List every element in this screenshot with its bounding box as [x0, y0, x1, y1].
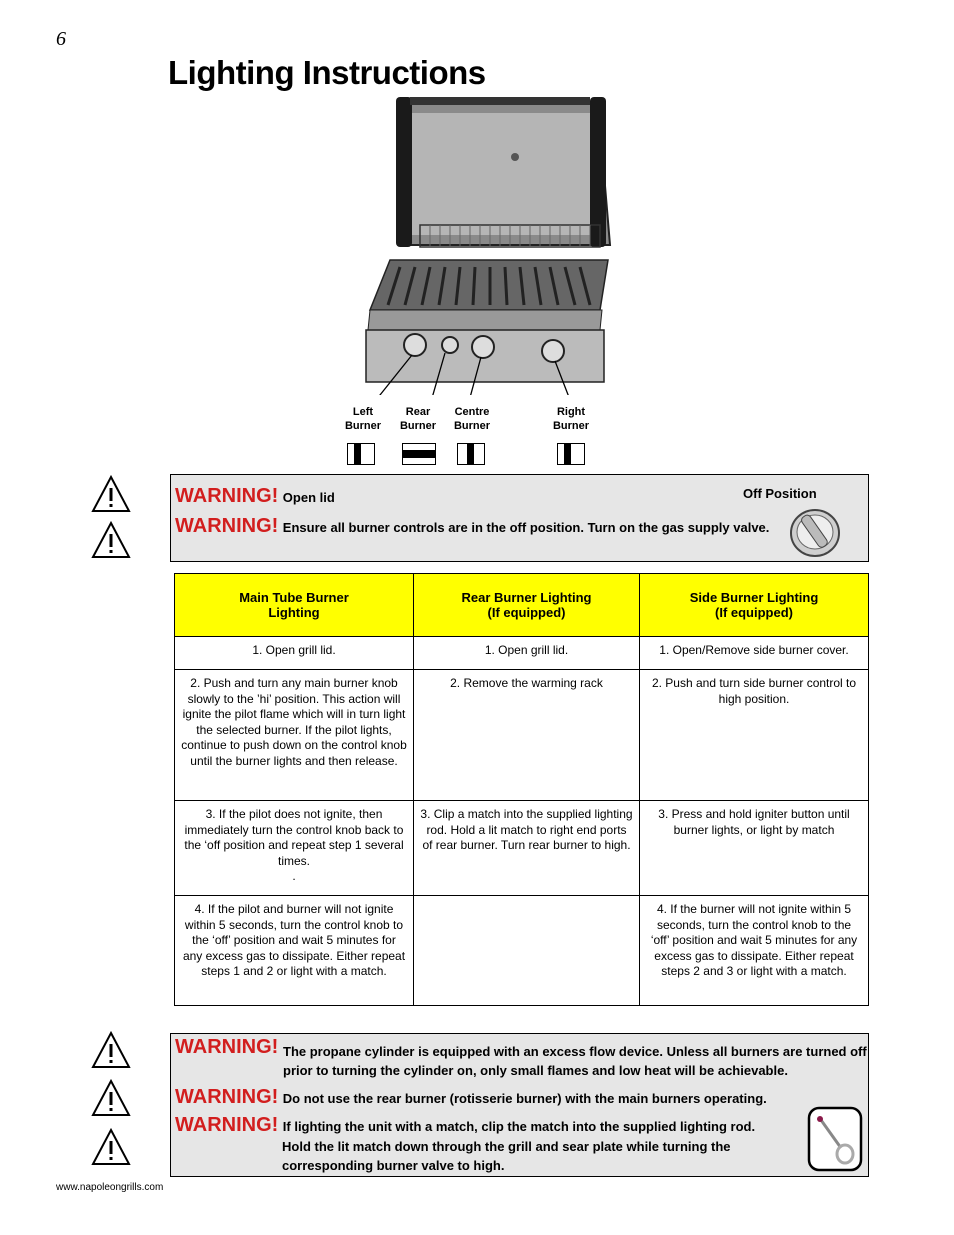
page-title: Lighting Instructions — [168, 54, 486, 91]
burner-label-rear: Rear Burner — [399, 406, 437, 432]
table-cell: 3. Clip a match into the supplied lighting rod. Hold a lit match to right end ports of rear burner. Turn rear burner to high. — [414, 801, 640, 896]
warning-triangle-icon — [91, 1127, 131, 1167]
table-cell: 4. If the pilot and burner will not ignite within 5 seconds, turn the control knob to the ‘off’ position and wait 5 minutes for any excess gas to dissipate. Either repeat steps 1 and 2 or light with a match. — [175, 896, 414, 1006]
table-cell: 3. Press and hold igniter button until burner lights, or light by match — [640, 801, 869, 896]
knob-position-icon-left — [347, 443, 375, 465]
table-header: Side Burner Lighting (If equipped) — [640, 574, 869, 637]
footer-url: www.napoleongrills.com — [56, 1182, 164, 1193]
warning-text-match-cont: Hold the lit match down through the grill and sear plate while turning the corresponding burner valve to high. — [282, 1139, 731, 1173]
grill-illustration — [340, 95, 620, 395]
table-cell: 2. Push and turn side burner control to high position. — [640, 670, 869, 801]
warning-triangle-icon — [91, 1030, 131, 1070]
warning-line-burner-controls: WARNING! Ensure all burner controls are in the off position. Turn on the gas supply valve. — [175, 515, 770, 537]
warning-line-open-lid: WARNING! Open lid — [175, 485, 335, 507]
warning-text-excess-flow: The propane cylinder is equipped with an excess flow device. Unless all burners are turned off prior to turning the cylinder on, only small flames and low heat will be achievable. — [283, 1044, 867, 1078]
warning-line-match: WARNING! If lighting the unit with a match, clip the match into the supplied lighting rod. — [175, 1114, 756, 1136]
knob-position-icon-centre — [457, 443, 485, 465]
burner-label-left: Left Burner — [344, 406, 382, 432]
table-row — [175, 637, 869, 670]
table-cell — [414, 896, 640, 1006]
table-header-row — [175, 574, 869, 637]
table-cell: 1. Open grill lid. — [414, 637, 640, 670]
knob-position-icon-right — [557, 443, 585, 465]
warning-triangle-icon — [91, 520, 131, 560]
burner-label-centre: Centre Burner — [453, 406, 491, 432]
off-position-label: Off Position — [743, 486, 817, 501]
table-cell: 2. Remove the warming rack — [414, 670, 640, 801]
table-cell: 2. Push and turn any main burner knob slowly to the ’hi’ position. This action will ignite the pilot flame which will in turn light the selected burner. If the pilot lights, continue to push down on the control knob until the burner lights and then release. — [175, 670, 414, 801]
table-row — [175, 670, 869, 801]
warning-triangle-icon — [91, 474, 131, 514]
warning-line-excess-flow: WARNING! — [175, 1036, 279, 1058]
table-cell: 4. If the burner will not ignite within 5 seconds, turn the control knob to the ‘off’ position and wait 5 minutes for any excess gas to dissipate. Either repeat steps 2 and 3 or light with a match. — [640, 896, 869, 1006]
warning-box-safety — [170, 1033, 869, 1177]
table-cell: 1. Open/Remove side burner cover. — [640, 637, 869, 670]
control-knob-icon — [787, 505, 843, 559]
lighting-rod-icon — [807, 1106, 863, 1172]
table-row — [175, 801, 869, 896]
burner-label-right: Right Burner — [552, 406, 590, 432]
table-row — [175, 896, 869, 1006]
table-cell: 3. If the pilot does not ignite, then immediately turn the control knob back to the ‘off position and repeat step 1 several times. . — [175, 801, 414, 896]
lighting-steps-table — [174, 573, 869, 1006]
page-number: 6 — [56, 28, 66, 50]
warning-triangle-icon — [91, 1078, 131, 1118]
table-header: Rear Burner Lighting (If equipped) — [414, 574, 640, 637]
table-header: Main Tube Burner Lighting — [175, 574, 414, 637]
warning-box-lid — [170, 474, 869, 562]
knob-position-icon-rear — [402, 443, 436, 465]
table-cell: 1. Open grill lid. — [175, 637, 414, 670]
warning-line-rear-burner: WARNING! Do not use the rear burner (rotisserie burner) with the main burners operating. — [175, 1086, 767, 1108]
